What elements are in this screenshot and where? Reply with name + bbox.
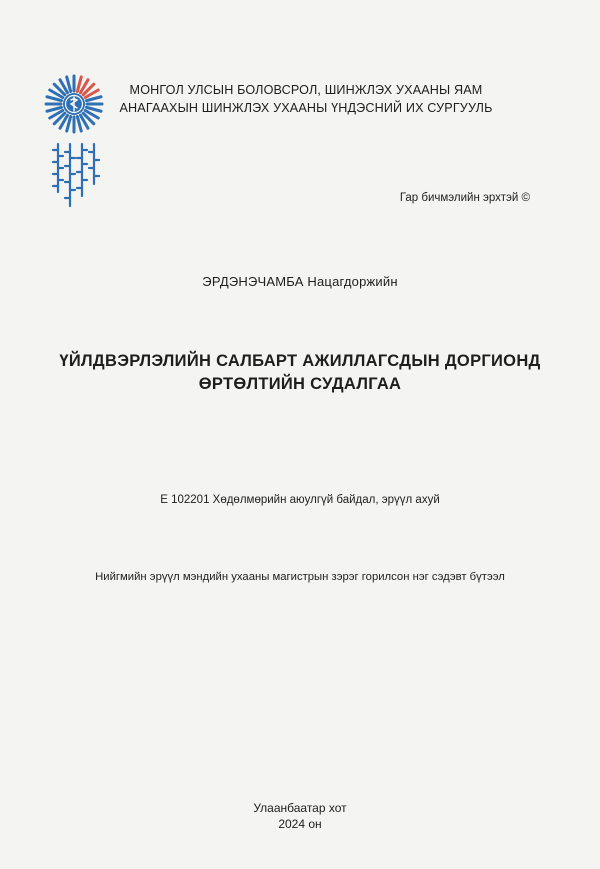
ministry-line-1: МОНГОЛ УЛСЫН БОЛОВСРОЛ, ШИНЖЛЭХ УХААНЫ ЯАМ: [129, 83, 483, 97]
title-line-1: ҮЙЛДВЭРЛЭЛИЙН САЛБАРТ АЖИЛЛАГСДЫН ДОРГИОНД: [59, 352, 541, 370]
specialty-code: Е 102201 Хөдөлмөрийн аюулгүй байдал, эрүүл ахуй: [160, 494, 440, 506]
thesis-title: [0, 350, 600, 396]
emblem-ray: [77, 117, 81, 131]
ministry-line-2: АНАГААХЫН ШИНЖЛЭХ УХААНЫ ҮНДЭСНИЙ ИХ СУРГУУЛЬ: [119, 101, 493, 115]
emblem-ray: [67, 117, 71, 131]
degree-statement: Нийгмийн эрүүл мэндийн ухааны магистрын зэрэг горилсон нэг сэдэвт бүтээл: [95, 571, 505, 583]
manuscript-rights: Гар бичмэлийн эрхтэй ©: [399, 192, 530, 204]
place-and-year: [0, 800, 600, 832]
author-name: ЭРДЭНЭЧАМБА Нацагдоржийн: [202, 274, 398, 289]
mongolian-script-icon: [48, 140, 110, 215]
title-line-2: ӨРТӨЛТИЙН СУДАЛГАА: [198, 375, 402, 393]
ministry-header: [0, 81, 600, 117]
year: 2024 он: [278, 817, 322, 831]
city: Улаанбаатар хот: [253, 801, 347, 815]
